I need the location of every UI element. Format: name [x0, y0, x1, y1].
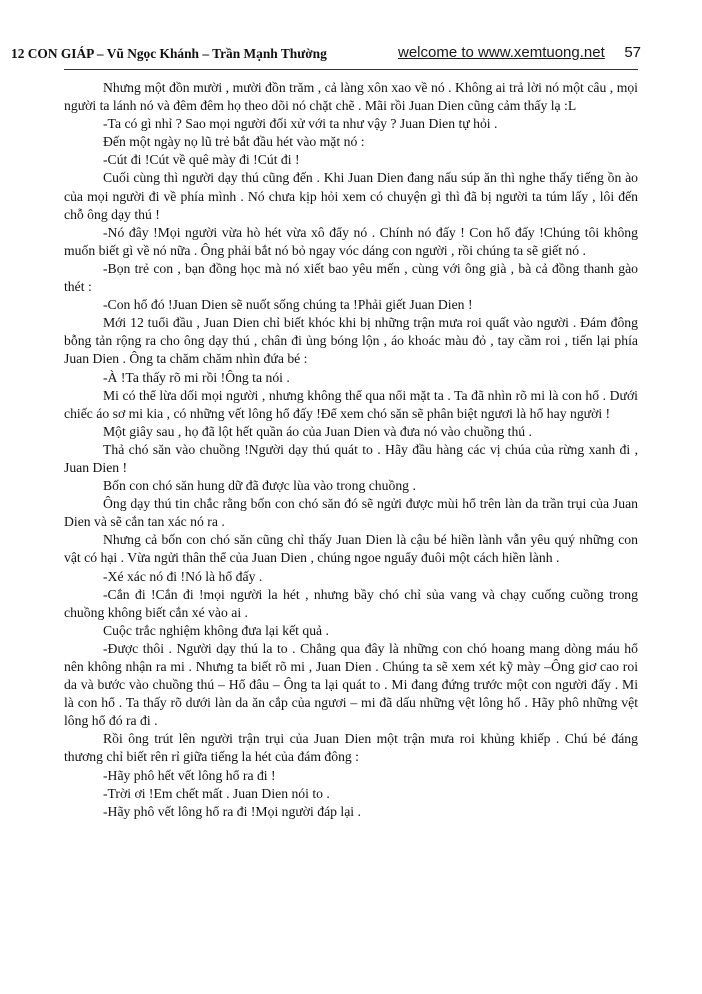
- page-number: 57: [624, 44, 641, 61]
- paragraph: -Con hổ đó !Juan Dien sẽ nuốt sống chúng ta !Phải giết Juan Dien !: [103, 297, 473, 313]
- paragraph: -Xé xác nó đi !Nó là hổ đấy .: [103, 568, 263, 584]
- paragraph: -Cút đi !Cút về quê mày đi !Cút đi !: [103, 152, 300, 168]
- paragraph: Ông dạy thú tin chắc rằng bốn con chó săn đó sẽ ngửi được mùi hổ trên làn da trần trụi của Juan Dien và sẽ cắn tan xác nó ra .: [64, 496, 638, 530]
- website-link[interactable]: welcome to www.xemtuong.net: [398, 44, 605, 61]
- paragraph: Một giây sau , họ đã lột hết quần áo của Juan Dien và đưa nó vào chuồng thú .: [103, 423, 532, 439]
- page-header: [11, 44, 639, 66]
- paragraph: -Nó đây !Mọi người vừa hò hét vừa xô đẩy nó . Chính nó đấy ! Con hổ đấy !Chúng tôi không muốn biết gì về nó nữa . Ông phải bắt nó bỏ ngay vóc dáng con người , rồi chúng ta sẽ giết nó .: [64, 224, 638, 258]
- paragraph: -Trời ơi !Em chết mất . Juan Dien nói to .: [103, 785, 330, 801]
- paragraph: -Bọn trẻ con , bạn đồng học mà nó xiết bao yêu mến , cùng với ông già , bà cả đồng thanh gào thét :: [64, 260, 638, 295]
- paragraph: Nhưng cả bốn con chó săn cũng chỉ thấy Juan Dien là cậu bé hiền lành vẫn yêu quý những con vật có hại . Vừa ngửi thân thể của Juan Dien , chúng ngoe nguẩy đuôi một cách hiền lành .: [64, 532, 638, 566]
- paragraph: Mới 12 tuổi đầu , Juan Dien chỉ biết khóc khi bị những trận mưa roi quất vào người . Đám đông bỗng tản rộng ra cho ông dạy thú , chân đi ủng bóng lộn , áo khoác màu đỏ , tay cầm roi , tiến lại phía Juan Dien . Ông ta chăm chăm nhìn đứa bé :: [64, 315, 638, 367]
- paragraph: -Ta có gì nhỉ ? Sao mọi người đối xử với ta như vậy ? Juan Dien tự hỏi .: [103, 116, 498, 132]
- paragraph: -À !Ta thấy rõ mi rồi !Ông ta nói .: [103, 369, 290, 385]
- paragraph: -Được thôi . Người dạy thú la to . Chẳng qua đây là những con chó hoang mang dòng máu hổ nên không nhận ra mi . Nhưng ta biết rõ mi , Juan Dien . Chúng ta sẽ xem xét kỹ mày –Ông giơ cao roi da và bước vào chuồng thú – Hổ đâu – Ông ta lại quát to . Mi đang đứng trước một con người đấy . Mi là con hổ . Ta thấy rõ dưới làn da ăn cắp của ngươi – mi đã dấu những vệt lông hổ . Hãy phô những vệt lông hổ đó ra đi .: [64, 640, 638, 729]
- paragraph: Cuối cùng thì người dạy thú cũng đến . Khi Juan Dien đang nấu súp ăn thì nghe thấy tiếng ồn ào của mọi người đi về phía mình . Nó chưa kịp hỏi xem có chuyện gì thì đã bị người ta túm lấy , lôi đến chỗ ông dạy thú !: [64, 170, 638, 222]
- body-text: [64, 79, 638, 821]
- book-title: 12 CON GIÁP – Vũ Ngọc Khánh – Trần Mạnh Thường: [11, 46, 327, 61]
- paragraph: -Hãy phô vết lông hổ ra đi !Mọi người đáp lại .: [103, 803, 361, 819]
- paragraph: Cuộc trắc nghiệm không đưa lại kết quả .: [103, 622, 329, 638]
- paragraph: Bốn con chó săn hung dữ đã được lùa vào trong chuồng .: [103, 478, 416, 494]
- paragraph: Thả chó săn vào chuồng !Người dạy thú quát to . Hãy đầu hàng các vị chúa của rừng xanh đi , Juan Dien !: [64, 441, 638, 475]
- paragraph: Nhưng một đồn mười , mười đồn trăm , cả làng xôn xao về nó . Không ai trả lời nó một câu , mọi người ta lánh nó và đêm đêm họ theo dõi nó chặt chẽ . Mãi rồi Juan Dien cũng cảm thấy lạ :L: [64, 80, 638, 114]
- paragraph: Đến một ngày nọ lũ trẻ bắt đầu hét vào mặt nó :: [103, 134, 365, 150]
- paragraph: -Cắn đi !Cắn đi !mọi người la hét , nhưng bầy chó chỉ sủa vang và chạy cuống cuồng trong chuồng không biết cắn xé vào ai .: [64, 586, 638, 620]
- paragraph: -Hãy phô hết vết lông hổ ra đi !: [103, 767, 276, 783]
- header-divider: [64, 69, 638, 70]
- paragraph: Rồi ông trút lên người trận trụi của Juan Dien một trận mưa roi khủng khiếp . Chú bé đáng thương chỉ biết rên rỉ giữa tiếng la hét của đám đông :: [64, 731, 638, 765]
- paragraph: Mi có thể lừa dối mọi người , nhưng không thể qua nổi mặt ta . Ta đã nhìn rõ mi là con hổ . Dưới chiếc áo sơ mi kia , có những vết lông hổ đấy !Để xem chó săn sẽ phân biệt ngươi là hổ hay người !: [64, 387, 638, 421]
